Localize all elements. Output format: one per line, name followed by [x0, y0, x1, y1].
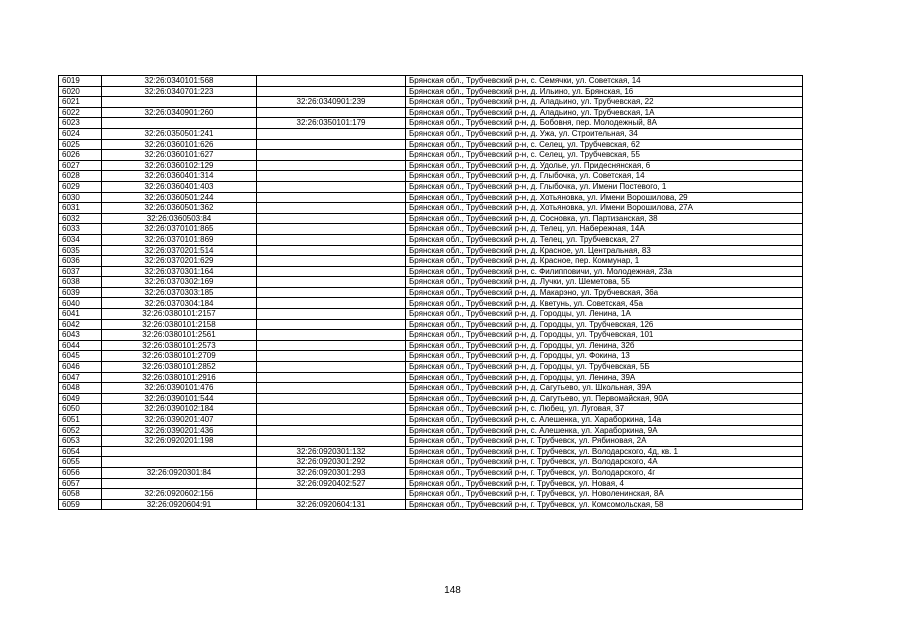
cadastral-number-2-cell: 32:26:0920301:292 [257, 457, 406, 468]
row-number-cell: 6051 [59, 415, 102, 426]
row-number-cell: 6052 [59, 425, 102, 436]
address-cell: Брянская обл., Трубчевский р-н, г. Трубчевск, ул. Новоленинская, 8А [406, 489, 803, 500]
cadastral-number-cell: 32:26:0360102:129 [102, 160, 257, 171]
row-number-cell: 6049 [59, 393, 102, 404]
row-number-cell: 6053 [59, 436, 102, 447]
table-row [59, 97, 803, 108]
address-cell: Брянская обл., Трубчевский р-н, д. Бобовня, пер. Молодежный, 8А [406, 118, 803, 129]
address-cell: Брянская обл., Трубчевский р-н, д. Лучки, ул. Шеметова, 55 [406, 277, 803, 288]
cadastral-number-cell [102, 97, 257, 108]
cadastral-number-2-cell [257, 351, 406, 362]
row-number-cell: 6041 [59, 309, 102, 320]
address-cell: Брянская обл., Трубчевский р-н, д. Ильино, ул. Брянская, 16 [406, 86, 803, 97]
row-number-cell: 6024 [59, 128, 102, 139]
table-row [59, 489, 803, 500]
cadastral-number-cell: 32:26:0360401:403 [102, 181, 257, 192]
cadastral-number-cell: 32:26:0370303:185 [102, 287, 257, 298]
cadastral-number-2-cell [257, 76, 406, 87]
address-cell: Брянская обл., Трубчевский р-н, д. Сосновка, ул. Партизанская, 38 [406, 213, 803, 224]
address-cell: Брянская обл., Трубчевский р-н, с. Алешенка, ул. Хараборкина, 14а [406, 415, 803, 426]
address-cell: Брянская обл., Трубчевский р-н, д. Телец, ул. Трубчевская, 27 [406, 234, 803, 245]
table-row [59, 330, 803, 341]
address-cell: Брянская обл., Трубчевский р-н, с. Селец, ул. Трубчевская, 55 [406, 150, 803, 161]
table-row [59, 467, 803, 478]
table-row [59, 425, 803, 436]
cadastral-number-2-cell: 32:26:0920402:527 [257, 478, 406, 489]
cadastral-number-cell [102, 446, 257, 457]
cadastral-number-2-cell [257, 362, 406, 373]
table-row [59, 86, 803, 97]
address-cell: Брянская обл., Трубчевский р-н, г. Трубчевск, ул. Володарского, 4д, кв. 1 [406, 446, 803, 457]
cadastral-number-2-cell [257, 489, 406, 500]
page-number: 148 [444, 585, 461, 596]
cadastral-number-cell: 32:26:0380101:2916 [102, 372, 257, 383]
cadastral-number-cell: 32:26:0360101:627 [102, 150, 257, 161]
address-cell: Брянская обл., Трубчевский р-н, г. Трубчевск, ул. Новая, 4 [406, 478, 803, 489]
row-number-cell: 6044 [59, 340, 102, 351]
cadastral-number-cell: 32:26:0380101:2158 [102, 319, 257, 330]
cadastral-number-2-cell [257, 319, 406, 330]
cadastral-number-2-cell [257, 266, 406, 277]
register-table [58, 75, 803, 510]
address-cell: Брянская обл., Трубчевский р-н, д. Городцы, ул. Фокина, 13 [406, 351, 803, 362]
address-cell: Брянская обл., Трубчевский р-н, с. Любец, ул. Луговая, 37 [406, 404, 803, 415]
address-cell: Брянская обл., Трубчевский р-н, г. Трубчевск, ул. Рябиновая, 2А [406, 436, 803, 447]
address-cell: Брянская обл., Трубчевский р-н, д. Хотьяновка, ул. Имени Ворошилова, 29 [406, 192, 803, 203]
address-cell: Брянская обл., Трубчевский р-н, с. Семячки, ул. Советская, 14 [406, 76, 803, 87]
table-row [59, 224, 803, 235]
table-row [59, 76, 803, 87]
row-number-cell: 6022 [59, 107, 102, 118]
row-number-cell: 6043 [59, 330, 102, 341]
row-number-cell: 6055 [59, 457, 102, 468]
table-row [59, 436, 803, 447]
address-cell: Брянская обл., Трубчевский р-н, д. Макарэно, ул. Трубчевская, 36а [406, 287, 803, 298]
row-number-cell: 6035 [59, 245, 102, 256]
cadastral-number-cell: 32:26:0340701:223 [102, 86, 257, 97]
register-table-body [59, 76, 803, 510]
table-row [59, 181, 803, 192]
row-number-cell: 6037 [59, 266, 102, 277]
address-cell: Брянская обл., Трубчевский р-н, д. Красное, ул. Центральная, 83 [406, 245, 803, 256]
row-number-cell: 6031 [59, 203, 102, 214]
table-row [59, 245, 803, 256]
row-number-cell: 6030 [59, 192, 102, 203]
address-cell: Брянская обл., Трубчевский р-н, г. Трубчевск, ул. Комсомольская, 58 [406, 499, 803, 510]
cadastral-number-cell: 32:26:0350501:241 [102, 128, 257, 139]
cadastral-number-2-cell [257, 425, 406, 436]
cadastral-number-cell: 32:26:0370201:514 [102, 245, 257, 256]
table-row [59, 118, 803, 129]
cadastral-number-2-cell [257, 340, 406, 351]
cadastral-number-2-cell [257, 309, 406, 320]
cadastral-number-2-cell [257, 383, 406, 394]
cadastral-number-2-cell [257, 181, 406, 192]
table-row [59, 372, 803, 383]
address-cell: Брянская обл., Трубчевский р-н, д. Глыбочка, ул. Советская, 14 [406, 171, 803, 182]
cadastral-number-2-cell [257, 298, 406, 309]
row-number-cell: 6038 [59, 277, 102, 288]
cadastral-number-cell: 32:26:0380101:2709 [102, 351, 257, 362]
address-cell: Брянская обл., Трубчевский р-н, д. Городцы, ул. Трубчевская, 101 [406, 330, 803, 341]
cadastral-number-2-cell [257, 372, 406, 383]
cadastral-number-cell: 32:26:0360503:84 [102, 213, 257, 224]
row-number-cell: 6021 [59, 97, 102, 108]
cadastral-number-cell: 32:26:0370101:869 [102, 234, 257, 245]
cadastral-number-cell: 32:26:0390102:184 [102, 404, 257, 415]
cadastral-number-2-cell: 32:26:0340901:239 [257, 97, 406, 108]
cadastral-number-2-cell [257, 150, 406, 161]
table-row [59, 266, 803, 277]
address-cell: Брянская обл., Трубчевский р-н, д. Красное, пер. Коммунар, 1 [406, 256, 803, 267]
row-number-cell: 6039 [59, 287, 102, 298]
cadastral-number-2-cell [257, 256, 406, 267]
cadastral-number-cell: 32:26:0390201:436 [102, 425, 257, 436]
table-row [59, 213, 803, 224]
cadastral-number-cell: 32:26:0920201:198 [102, 436, 257, 447]
cadastral-number-cell: 32:26:0380101:2561 [102, 330, 257, 341]
row-number-cell: 6033 [59, 224, 102, 235]
cadastral-number-cell: 32:26:0390201:407 [102, 415, 257, 426]
table-row [59, 203, 803, 214]
row-number-cell: 6036 [59, 256, 102, 267]
table-row [59, 457, 803, 468]
row-number-cell: 6028 [59, 171, 102, 182]
row-number-cell: 6042 [59, 319, 102, 330]
address-cell: Брянская обл., Трубчевский р-н, д. Аладьино, ул. Трубчевская, 22 [406, 97, 803, 108]
row-number-cell: 6019 [59, 76, 102, 87]
table-row [59, 309, 803, 320]
table-row [59, 298, 803, 309]
table-row [59, 256, 803, 267]
cadastral-number-cell [102, 457, 257, 468]
cadastral-number-cell: 32:26:0380101:2852 [102, 362, 257, 373]
cadastral-number-cell: 32:26:0380101:2157 [102, 309, 257, 320]
table-row [59, 404, 803, 415]
cadastral-number-cell: 32:26:0370301:164 [102, 266, 257, 277]
cadastral-number-cell: 32:26:0390101:476 [102, 383, 257, 394]
cadastral-number-2-cell: 32:26:0920604:131 [257, 499, 406, 510]
row-number-cell: 6040 [59, 298, 102, 309]
cadastral-number-cell [102, 118, 257, 129]
row-number-cell: 6047 [59, 372, 102, 383]
cadastral-number-2-cell [257, 128, 406, 139]
table-row [59, 234, 803, 245]
cadastral-number-cell: 32:26:0360101:626 [102, 139, 257, 150]
address-cell: Брянская обл., Трубчевский р-н, д. Ужа, ул. Строительная, 34 [406, 128, 803, 139]
row-number-cell: 6045 [59, 351, 102, 362]
cadastral-number-cell: 32:26:0370304:184 [102, 298, 257, 309]
row-number-cell: 6029 [59, 181, 102, 192]
cadastral-number-cell: 32:26:0920604:91 [102, 499, 257, 510]
table-row [59, 383, 803, 394]
address-cell: Брянская обл., Трубчевский р-н, д. Сагутьево, ул. Школьная, 39А [406, 383, 803, 394]
table-row [59, 150, 803, 161]
address-cell: Брянская обл., Трубчевский р-н, д. Хотьяновка, ул. Имени Ворошилова, 27А [406, 203, 803, 214]
table-row [59, 171, 803, 182]
row-number-cell: 6046 [59, 362, 102, 373]
cadastral-number-2-cell: 32:26:0920301:132 [257, 446, 406, 457]
address-cell: Брянская обл., Трубчевский р-н, д. Городцы, ул. Ленина, 1А [406, 309, 803, 320]
row-number-cell: 6020 [59, 86, 102, 97]
row-number-cell: 6034 [59, 234, 102, 245]
table-row [59, 192, 803, 203]
cadastral-number-2-cell [257, 192, 406, 203]
address-cell: Брянская обл., Трубчевский р-н, с. Алешенка, ул. Хараборкина, 9А [406, 425, 803, 436]
cadastral-number-cell: 32:26:0370101:865 [102, 224, 257, 235]
row-number-cell: 6048 [59, 383, 102, 394]
cadastral-number-cell: 32:26:0390101:544 [102, 393, 257, 404]
cadastral-number-cell: 32:26:0380101:2573 [102, 340, 257, 351]
row-number-cell: 6025 [59, 139, 102, 150]
cadastral-number-cell [102, 478, 257, 489]
row-number-cell: 6059 [59, 499, 102, 510]
table-row [59, 319, 803, 330]
address-cell: Брянская обл., Трубчевский р-н, д. Аладьино, ул. Трубчевская, 1А [406, 107, 803, 118]
address-cell: Брянская обл., Трубчевский р-н, г. Трубчевск, ул. Володарского, 4г [406, 467, 803, 478]
address-cell: Брянская обл., Трубчевский р-н, г. Трубчевск, ул. Володарского, 4А [406, 457, 803, 468]
cadastral-number-2-cell [257, 139, 406, 150]
address-cell: Брянская обл., Трубчевский р-н, с. Филипповичи, ул. Молодежная, 23а [406, 266, 803, 277]
cadastral-number-2-cell [257, 107, 406, 118]
table-row [59, 446, 803, 457]
address-cell: Брянская обл., Трубчевский р-н, д. Городцы, ул. Ленина, 39А [406, 372, 803, 383]
cadastral-number-cell: 32:26:0340101:568 [102, 76, 257, 87]
cadastral-number-2-cell [257, 415, 406, 426]
row-number-cell: 6050 [59, 404, 102, 415]
table-row [59, 287, 803, 298]
row-number-cell: 6056 [59, 467, 102, 478]
table-row [59, 139, 803, 150]
cadastral-number-cell: 32:26:0360501:362 [102, 203, 257, 214]
cadastral-number-2-cell [257, 171, 406, 182]
cadastral-number-2-cell [257, 234, 406, 245]
cadastral-number-cell: 32:26:0360501:244 [102, 192, 257, 203]
cadastral-number-2-cell [257, 287, 406, 298]
cadastral-number-2-cell [257, 404, 406, 415]
address-cell: Брянская обл., Трубчевский р-н, д. Глыбочка, ул. Имени Постевого, 1 [406, 181, 803, 192]
row-number-cell: 6032 [59, 213, 102, 224]
cadastral-number-2-cell [257, 393, 406, 404]
address-cell: Брянская обл., Трубчевский р-н, д. Телец, ул. Набережная, 14А [406, 224, 803, 235]
cadastral-number-cell: 32:26:0370201:629 [102, 256, 257, 267]
address-cell: Брянская обл., Трубчевский р-н, д. Удолье, ул. Придеснянская, 6 [406, 160, 803, 171]
row-number-cell: 6057 [59, 478, 102, 489]
table-row [59, 499, 803, 510]
table-row [59, 478, 803, 489]
cadastral-number-2-cell: 32:26:0920301:293 [257, 467, 406, 478]
cadastral-number-cell: 32:26:0370302:169 [102, 277, 257, 288]
address-cell: Брянская обл., Трубчевский р-н, д. Сагутьево, ул. Первомайская, 90А [406, 393, 803, 404]
table-row [59, 393, 803, 404]
address-cell: Брянская обл., Трубчевский р-н, д. Городцы, ул. Трубчевская, 126 [406, 319, 803, 330]
cadastral-number-2-cell [257, 224, 406, 235]
cadastral-number-2-cell: 32:26:0350101:179 [257, 118, 406, 129]
row-number-cell: 6054 [59, 446, 102, 457]
cadastral-number-cell: 32:26:0340901:260 [102, 107, 257, 118]
table-row [59, 362, 803, 373]
table-row [59, 128, 803, 139]
table-row [59, 160, 803, 171]
table-row [59, 107, 803, 118]
cadastral-number-cell: 32:26:0360401:314 [102, 171, 257, 182]
cadastral-number-2-cell [257, 245, 406, 256]
table-row [59, 340, 803, 351]
address-cell: Брянская обл., Трубчевский р-н, д. Городцы, ул. Ленина, 32б [406, 340, 803, 351]
cadastral-number-2-cell [257, 277, 406, 288]
cadastral-number-2-cell [257, 436, 406, 447]
row-number-cell: 6058 [59, 489, 102, 500]
table-row [59, 277, 803, 288]
cadastral-number-2-cell [257, 330, 406, 341]
table-row [59, 351, 803, 362]
cadastral-number-2-cell [257, 86, 406, 97]
cadastral-number-cell: 32:26:0920301:84 [102, 467, 257, 478]
cadastral-number-2-cell [257, 203, 406, 214]
address-cell: Брянская обл., Трубчевский р-н, с. Селец, ул. Трубчевская, 62 [406, 139, 803, 150]
address-cell: Брянская обл., Трубчевский р-н, д. Кветунь, ул. Советская, 45а [406, 298, 803, 309]
cadastral-number-2-cell [257, 213, 406, 224]
table-row [59, 415, 803, 426]
row-number-cell: 6023 [59, 118, 102, 129]
cadastral-number-2-cell [257, 160, 406, 171]
address-cell: Брянская обл., Трубчевский р-н, д. Городцы, ул. Трубчевская, 5Б [406, 362, 803, 373]
row-number-cell: 6027 [59, 160, 102, 171]
row-number-cell: 6026 [59, 150, 102, 161]
cadastral-number-cell: 32:26:0920602:156 [102, 489, 257, 500]
